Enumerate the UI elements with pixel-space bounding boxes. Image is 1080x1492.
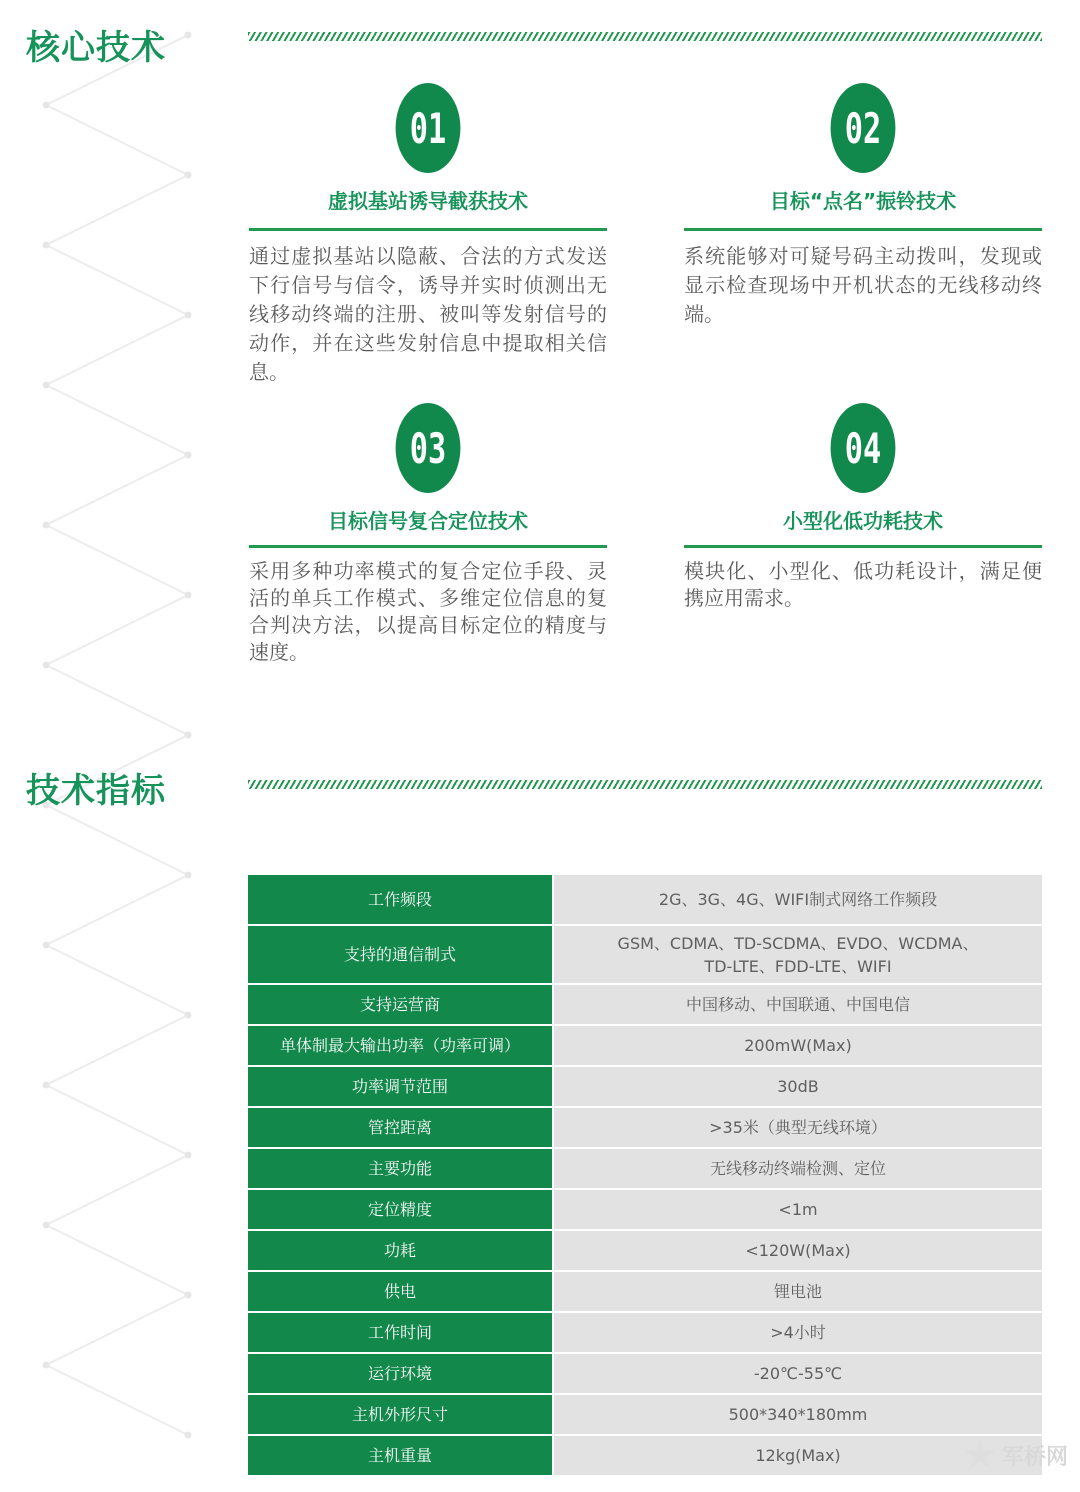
spec-label: 工作频段 (248, 875, 553, 925)
table-row (248, 1189, 1042, 1230)
spec-label: 单体制最大输出功率（功率可调） (248, 1025, 553, 1066)
zigzag-node (185, 592, 192, 599)
feature-title: 虚拟基站诱导截获技术 (328, 189, 528, 213)
feature-card (249, 403, 607, 673)
feature-card (684, 83, 1042, 393)
feature-description: 模块化、小型化、低功耗设计，满足便携应用需求。 (684, 559, 1042, 610)
zigzag-node (43, 1082, 50, 1089)
spec-value-line: GSM、CDMA、TD-SCDMA、EVDO、WCDMA、 (617, 933, 979, 953)
spec-value: 200mW(Max) (553, 1025, 1042, 1066)
zigzag-node (43, 1362, 50, 1369)
feature-card (249, 83, 607, 393)
spec-label: 工作时间 (248, 1312, 553, 1353)
table-row (248, 1025, 1042, 1066)
zigzag-node (43, 1222, 50, 1229)
feature-number-badge: 04 (831, 403, 896, 493)
spec-value-line: TD-LTE、FDD-LTE、WIFI (704, 956, 892, 976)
spec-label: 功耗 (248, 1230, 553, 1271)
hatched-divider (248, 32, 1042, 41)
spec-label: 管控距离 (248, 1107, 553, 1148)
table-row (248, 925, 1042, 984)
zigzag-node (43, 102, 50, 109)
star-icon: ★ (962, 1432, 998, 1478)
table-row (248, 1353, 1042, 1394)
zigzag-node (185, 732, 192, 739)
spec-value: <120W(Max) (553, 1230, 1042, 1271)
feature-description: 采用多种功率模式的复合定位手段、灵活的单兵工作模式、多维定位信息的复合判决方法，以提高目标定位的精度与速度。 (249, 559, 607, 664)
table-row (248, 1312, 1042, 1353)
spec-label: 供电 (248, 1271, 553, 1312)
spec-label: 主要功能 (248, 1148, 553, 1189)
table-row (248, 1435, 1042, 1476)
zigzag-node (43, 242, 50, 249)
feature-title: 目标信号复合定位技术 (328, 509, 528, 533)
table-row (248, 1394, 1042, 1435)
table-row (248, 1107, 1042, 1148)
table-row (248, 1230, 1042, 1271)
feature-divider (249, 545, 607, 548)
spec-label: 主机外形尺寸 (248, 1394, 553, 1435)
zigzag-node (185, 452, 192, 459)
spec-table (248, 875, 1042, 1477)
spec-value: 无线移动终端检测、定位 (553, 1148, 1042, 1189)
watermark-text: 军桥网 (1001, 1444, 1068, 1470)
zigzag-node (43, 942, 50, 949)
spec-value: 中国移动、中国联通、中国电信 (553, 984, 1042, 1025)
hatched-divider (248, 780, 1042, 789)
feature-description: 系统能够对可疑号码主动拨叫，发现或显示检查现场中开机状态的无线移动终端。 (684, 244, 1042, 326)
table-row (248, 1271, 1042, 1312)
spec-value: >35米（典型无线环境） (553, 1107, 1042, 1148)
zigzag-node (185, 312, 192, 319)
spec-label: 运行环境 (248, 1353, 553, 1394)
spec-value: 锂电池 (553, 1271, 1042, 1312)
table-row (248, 1148, 1042, 1189)
zigzag-node (185, 872, 192, 879)
section-title-core-tech: 核心技术 (26, 28, 166, 68)
zigzag-node (43, 662, 50, 669)
feature-description: 通过虚拟基站以隐蔽、合法的方式发送下行信号与信令，诱导并实时侦测出无线移动终端的注册、被叫等发射信号的动作，并在这些发射信息中提取相关信息。 (249, 244, 607, 384)
spec-label: 功率调节范围 (248, 1066, 553, 1107)
feature-number-badge: 01 (396, 83, 461, 173)
spec-value: <1m (553, 1189, 1042, 1230)
spec-value: 500*340*180mm (553, 1394, 1042, 1435)
spec-value (553, 925, 1042, 984)
spec-label: 支持运营商 (248, 984, 553, 1025)
spec-label: 主机重量 (248, 1435, 553, 1476)
zigzag-node (185, 1152, 192, 1159)
zigzag-node (43, 382, 50, 389)
spec-value: 12kg(Max) (553, 1435, 1042, 1476)
feature-number-badge: 03 (396, 403, 461, 493)
feature-number-badge: 02 (831, 83, 896, 173)
section-title-specs: 技术指标 (26, 771, 166, 811)
zigzag-node (185, 32, 192, 39)
zigzag-node (185, 172, 192, 179)
table-row (248, 1066, 1042, 1107)
spec-label: 定位精度 (248, 1189, 553, 1230)
spec-value: -20℃-55℃ (553, 1353, 1042, 1394)
feature-title: 目标“点名”振铃技术 (769, 189, 957, 213)
zigzag-node (185, 1012, 192, 1019)
table-row (248, 984, 1042, 1025)
feature-divider (249, 228, 607, 231)
feature-title: 小型化低功耗技术 (783, 509, 943, 533)
feature-divider (684, 228, 1042, 231)
feature-divider (684, 545, 1042, 548)
spec-label: 支持的通信制式 (248, 925, 553, 984)
spec-value: >4小时 (553, 1312, 1042, 1353)
zigzag-node (185, 1432, 192, 1439)
spec-value: 2G、3G、4G、WIFI制式网络工作频段 (553, 875, 1042, 925)
decorative-zigzag-line (0, 0, 200, 1492)
watermark (962, 1432, 1068, 1478)
table-row (248, 875, 1042, 925)
zigzag-node (43, 522, 50, 529)
spec-value: 30dB (553, 1066, 1042, 1107)
zigzag-path (46, 35, 188, 1435)
zigzag-node (185, 1292, 192, 1299)
feature-card (684, 403, 1042, 673)
